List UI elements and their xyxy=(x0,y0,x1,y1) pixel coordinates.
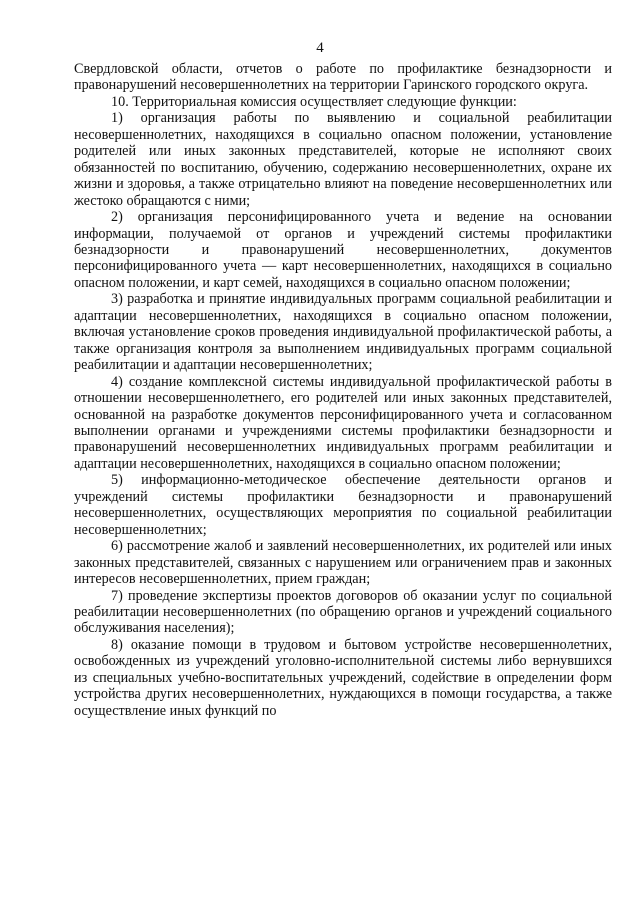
paragraph-function-5: 5) информационно-методическое обеспечение деятельности органов и учреждений системы профилактики безнадзорности и правонарушений несовершеннолетних, осуществляющих мероприятия по социальной реабилитации несовершеннолетних; xyxy=(74,472,612,538)
paragraph-function-3: 3) разработка и принятие индивидуальных программ социальной реабилитации и адаптации несовершеннолетних, находящихся в социально опасном положении, включая установление сроков проведения индивидуальной профилактической работы, а также организация контроля за выполнением индивидуальных программ социальной реабилитации и адаптации несовершеннолетних; xyxy=(74,291,612,374)
page-number: 4 xyxy=(316,40,324,56)
paragraph-function-1: 1) организация работы по выявлению и социальной реабилитации несовершеннолетних, находящихся в социально опасном положении, установление родителей или иных законных представителей, которые не исполняют своих обязанностей по воспитанию, обучению, содержанию несовершеннолетних, охране их жизни и здоровья, а также отрицательно влияют на поведение несовершеннолетних или жестоко обращаются с ними; xyxy=(74,110,612,209)
document-body xyxy=(74,61,612,719)
paragraph-function-7: 7) проведение экспертизы проектов договоров об оказании услуг по социальной реабилитации несовершеннолетних (по обращению органов и учреждений социального обслуживания населения); xyxy=(74,587,612,637)
paragraph-function-6: 6) рассмотрение жалоб и заявлений несовершеннолетних, их родителей или иных законных представителей, связанных с нарушением или ограничением прав и законных интересов несовершеннолетних, прием граждан; xyxy=(74,538,612,588)
paragraph-section-10-heading: 10. Территориальная комиссия осуществляет следующие функции: xyxy=(111,93,517,110)
paragraph-function-4: 4) создание комплексной системы индивидуальной профилактической работы в отношении несовершеннолетнего, его родителей или иных законных представителей, основанной на разработке документов персонифицированного учета и согласованном выполнении органами и учреждениями системы профилактики безнадзорности и правонарушений несовершеннолетних индивидуальных программ реабилитации и адаптации несовершеннолетних, находящихся в социально опасном положении; xyxy=(74,373,612,472)
paragraph-function-2: 2) организация персонифицированного учета и ведение на основании информации, получаемой от органов и учреждений системы профилактики безнадзорности и правонарушений несовершеннолетних, документов персонифицированного учета — карт несовершеннолетних, находящихся в социально опасном положении, и карт семей, находящихся в социально опасном положении; xyxy=(74,209,612,291)
paragraph-function-8: 8) оказание помощи в трудовом и бытовом устройстве несовершеннолетних, освобожденных из учреждений уголовно-исполнительной системы либо вернувшихся из специальных учебно-воспитательных учреждений, содействие в определении форм устройства других несовершеннолетних, нуждающихся в помощи государства, а также осуществление иных функций по xyxy=(74,636,612,719)
paragraph-intro-continuation: Свердловской области, отчетов о работе по профилактике безнадзорности и правонарушений несовершеннолетних на территории Гаринского городского округа. xyxy=(74,61,612,94)
